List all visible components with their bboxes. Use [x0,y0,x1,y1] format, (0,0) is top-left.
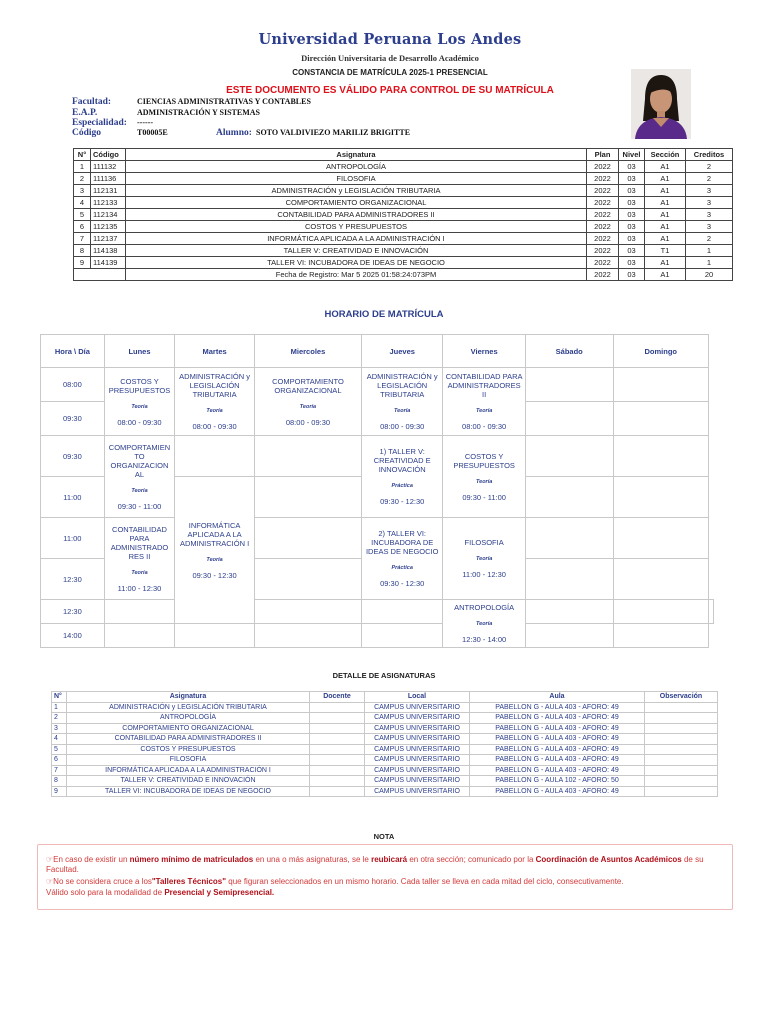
eap-label: E.A.P. [72,108,98,118]
courses-header-row [74,149,733,161]
note-title: NOTA [373,832,395,841]
course-credits: 1 [686,257,733,269]
course-credits: 2 [686,233,733,245]
empty-cell [525,402,613,436]
class-type: Práctica [391,565,413,571]
col-subject: Asignatura [126,149,587,161]
empty-cell [525,624,613,648]
empty-cell [525,436,613,477]
course-section: T1 [645,245,686,257]
summary-section: A1 [645,269,686,281]
class-name: 1) TALLER V: CREATIVIDAD E INNOVACIÓN [373,447,431,474]
row-number: 5 [74,209,91,221]
empty-cell [613,368,708,402]
facultad-value: CIENCIAS ADMINISTRATIVAS Y CONTABLES [137,97,311,106]
class-type: Teoría [475,556,493,562]
note-emphasis: Coordinación de Asuntos Académicos [535,855,682,864]
direction-name: Dirección Universitaria de Desarrollo Académico [301,53,479,63]
class-time: 09:30 - 11:00 [117,501,162,511]
empty-cell [613,477,708,518]
location-name: CAMPUS UNIVERSITARIO [365,723,470,734]
course-code: 112134 [91,209,126,221]
observation [645,744,718,755]
col-observation: Observación [645,692,718,703]
course-credits: 3 [686,197,733,209]
course-row [74,173,733,185]
class-name: COSTOS Y PRESUPUESTOS [108,376,171,395]
class-type: Teoría [475,621,493,627]
class-name: COMPORTAMIENTO ORGANIZACIONAL [272,376,344,395]
detail-row [52,744,718,755]
subject-name: TALLER V: CREATIVIDAD E INNOVACIÓN [67,776,310,787]
row-number: 8 [74,245,91,257]
course-credits: 3 [686,185,733,197]
col-sunday: Domingo [613,335,708,368]
empty-cell [525,368,613,402]
class-name: CONTABILIDAD PARA ADMINISTRADO RES II [110,524,169,561]
class-type: Teoría [299,403,317,410]
courses-summary-row [74,269,733,281]
row-number: 9 [74,257,91,269]
course-level: 03 [619,185,645,197]
class-name: 2) TALLER VI: INCUBADORA DE IDEAS DE NEGOCIO [365,529,439,556]
alumno-value: SOTO VALDIVIEZO MARILIZ BRIGITTE [256,128,411,137]
summary-empty [91,269,126,281]
class-type: Teoría [131,487,148,494]
note-line-3 [46,888,726,898]
course-section: A1 [645,161,686,173]
location-name: CAMPUS UNIVERSITARIO [365,744,470,755]
col-monday: Lunes [104,335,174,368]
class-block-friday-3 [443,518,525,600]
note-line-2 [46,877,726,887]
course-level: 03 [619,209,645,221]
course-code: 112133 [91,197,126,209]
teacher-name [310,776,365,787]
teacher-name [310,734,365,745]
course-name: INFORMÁTICA APLICADA A LA ADMINISTRACIÓN I [126,233,587,245]
col-friday: Viernes [443,335,525,368]
pointing-hand-icon: ☞ [46,877,54,886]
course-code: 112135 [91,221,126,233]
class-name: COSTOS Y PRESUPUESTOS [453,451,515,470]
course-name: CONTABILIDAD PARA ADMINISTRADORES II [126,209,587,221]
empty-cell [254,436,361,477]
empty-cell [525,559,613,600]
teacher-name [310,713,365,724]
class-block-tuesday-1 [175,368,255,436]
course-credits: 2 [686,173,733,185]
classroom-name: PABELLON G - AULA 403 - AFORO: 49 [470,723,645,734]
col-number: N° [74,149,91,161]
class-name: FILOSOFIA [464,538,504,547]
pointing-hand-icon: ☞ [46,855,54,864]
subject-name: ANTROPOLOGÍA [67,713,310,724]
observation [645,765,718,776]
location-name: CAMPUS UNIVERSITARIO [365,734,470,745]
classroom-name: PABELLON G - AULA 403 - AFORO: 49 [470,744,645,755]
note-emphasis: reubicará [371,855,408,864]
empty-cell [254,518,361,559]
location-name: CAMPUS UNIVERSITARIO [365,755,470,766]
course-section: A1 [645,257,686,269]
constancia-title: CONSTANCIA DE MATRÍCULA 2025-1 PRESENCIAL [292,68,488,77]
course-level: 03 [619,161,645,173]
empty-cell [104,624,174,648]
classroom-name: PABELLON G - AULA 403 - AFORO: 49 [470,786,645,797]
note-box [37,844,733,910]
detail-row [52,734,718,745]
class-block-friday-2 [443,436,525,518]
row-number: 3 [52,723,67,734]
class-time: 09:30 - 12:30 [380,497,425,506]
class-name: COMPORTAMIEN TO ORGANIZACION AL [108,442,171,479]
course-level: 03 [619,221,645,233]
observation [645,786,718,797]
course-row [74,209,733,221]
class-time: 09:30 - 11:00 [462,492,506,502]
course-section: A1 [645,173,686,185]
detail-row [52,713,718,724]
course-plan: 2022 [587,185,619,197]
course-code: 111136 [91,173,126,185]
col-saturday: Sábado [525,335,613,368]
location-name: CAMPUS UNIVERSITARIO [365,765,470,776]
col-location: Local [365,692,470,703]
course-level: 03 [619,173,645,185]
summary-level: 03 [619,269,645,281]
col-thursday: Jueves [361,335,442,368]
course-name: TALLER VI: INCUBADORA DE IDEAS DE NEGOCIO [126,257,587,269]
subject-name: COSTOS Y PRESUPUESTOS [67,744,310,755]
eap-value: ADMINISTRACIÓN Y SISTEMAS [137,108,260,117]
note-text: No se considera cruce a los [53,877,152,886]
class-time: 11:00 - 12:30 [117,583,162,593]
empty-cell [104,600,174,624]
course-code: 114139 [91,257,126,269]
class-type: Teoría [475,408,493,414]
class-block-monday-2 [104,436,174,518]
subject-name: INFORMÁTICA APLICADA A LA ADMINISTRACIÓN I [67,765,310,776]
course-level: 03 [619,233,645,245]
detail-row [52,786,718,797]
hour-cell: 11:00 [41,477,105,518]
col-hour-day: Hora \ Día [41,335,105,368]
note-line-1 [46,855,726,875]
empty-cell [361,600,442,624]
course-plan: 2022 [587,233,619,245]
observation [645,702,718,713]
row-number: 7 [74,233,91,245]
course-name: TALLER V: CREATIVIDAD E INNOVACIÓN [126,245,587,257]
empty-cell [613,436,708,477]
note-text: Válido solo para la modalidad de [46,888,165,897]
course-name: COSTOS Y PRESUPUESTOS [126,221,587,233]
class-name: ANTROPOLOGÍA [454,603,515,612]
col-teacher: Docente [310,692,365,703]
row-number: 1 [52,702,67,713]
observation [645,755,718,766]
empty-cell [525,477,613,518]
courses-table [73,148,733,281]
location-name: CAMPUS UNIVERSITARIO [365,786,470,797]
course-row [74,185,733,197]
empty-cell [175,624,255,648]
validity-notice: ESTE DOCUMENTO ES VÁLIDO PARA CONTROL DE SU MATRÍCULA [226,85,554,96]
course-credits: 1 [686,245,733,257]
classroom-name: PABELLON G - AULA 403 - AFORO: 49 [470,713,645,724]
col-code: Código [91,149,126,161]
detail-row [52,776,718,787]
class-time: 08:00 - 09:30 [380,422,425,431]
col-subject: Asignatura [67,692,310,703]
course-section: A1 [645,209,686,221]
course-level: 03 [619,197,645,209]
class-type: Teoría [131,403,148,410]
class-name: CONTABILIDAD PARA ADMINISTRADORES II [445,372,523,399]
note-text: que figuran seleccionados en un mismo horario. Cada taller se lleva en cada mitad del ciclo, consecutivamente. [226,877,624,886]
classroom-name: PABELLON G - AULA 403 - AFORO: 49 [470,702,645,713]
class-time: 08:00 - 09:30 [117,417,162,427]
col-number: N° [52,692,67,703]
class-type: Práctica [391,483,413,489]
detail-title: DETALLE DE ASIGNATURAS [332,671,436,680]
col-classroom: Aula [470,692,645,703]
row-number: 3 [74,185,91,197]
course-code: 114138 [91,245,126,257]
course-name: COMPORTAMIENTO ORGANIZACIONAL [126,197,587,209]
class-time: 08:00 - 09:30 [285,417,331,427]
course-section: A1 [645,185,686,197]
class-block-monday-3 [104,518,174,600]
university-name: Universidad Peruana Los Andes [258,31,522,48]
detail-row [52,765,718,776]
course-plan: 2022 [587,161,619,173]
teacher-name [310,702,365,713]
col-section: Sección [645,149,686,161]
course-plan: 2022 [587,197,619,209]
teacher-name [310,744,365,755]
class-time: 08:00 - 09:30 [192,422,237,431]
teacher-name [310,765,365,776]
row-number: 2 [74,173,91,185]
total-credits: 20 [686,269,733,281]
empty-cell [613,559,708,600]
class-name: ADMINISTRACIÓN y LEGISLACIÓN TRIBUTARIA [366,372,438,399]
course-section: A1 [645,233,686,245]
course-level: 03 [619,245,645,257]
col-level: Nivel [619,149,645,161]
note-text: en una o más asignaturas, se le [253,855,372,864]
course-code: 111132 [91,161,126,173]
empty-cell [709,600,714,624]
note-emphasis: "Talleres Técnicos" [151,877,227,886]
empty-cell [254,559,361,600]
teacher-name [310,723,365,734]
hour-cell: 08:00 [41,368,105,402]
col-wednesday: Miercoles [254,335,361,368]
hour-cell: 12:30 [41,559,105,600]
empty-cell [254,600,361,624]
teacher-name [310,786,365,797]
class-time: 09:30 - 12:30 [380,579,425,588]
alumno-label: Alumno: [216,128,252,138]
course-plan: 2022 [587,209,619,221]
course-row [74,221,733,233]
course-row [74,233,733,245]
codigo-label: Código [72,128,102,138]
empty-cell [254,477,361,518]
class-block-friday-1 [443,368,525,436]
detail-row [52,755,718,766]
class-block-thursday-1 [361,368,442,436]
student-photo [631,69,691,139]
note-text: En caso de existir un [53,855,130,864]
observation [645,776,718,787]
row-number: 1 [74,161,91,173]
course-credits: 3 [686,221,733,233]
class-block-thursday-4 [443,600,525,648]
class-block-thursday-2 [361,436,442,518]
course-name: ADMINISTRACIÓN y LEGISLACIÓN TRIBUTARIA [126,185,587,197]
observation [645,734,718,745]
detail-table [51,691,718,797]
course-credits: 3 [686,209,733,221]
row-number: 4 [52,734,67,745]
hour-cell: 14:00 [41,624,105,648]
location-name: CAMPUS UNIVERSITARIO [365,702,470,713]
course-plan: 2022 [587,257,619,269]
summary-empty [74,269,91,281]
course-section: A1 [645,197,686,209]
subject-name: FILOSOFIA [67,755,310,766]
note-text: de su Facultad. [46,855,704,874]
class-type: Teoría [206,556,223,563]
classroom-name: PABELLON G - AULA 403 - AFORO: 49 [470,734,645,745]
hour-cell: 09:30 [41,402,105,436]
row-number: 7 [52,765,67,776]
course-level: 03 [619,257,645,269]
empty-cell [613,402,708,436]
course-section: A1 [645,221,686,233]
row-number: 8 [52,776,67,787]
note-text: en otra sección; comunicado por la [407,855,536,864]
empty-cell [175,436,255,477]
subject-name: ADMINISTRACIÓN y LEGISLACIÓN TRIBUTARIA [67,702,310,713]
empty-cell [525,518,613,559]
row-number: 6 [52,755,67,766]
detail-header-row [52,692,718,703]
class-block-monday-1 [104,368,174,436]
col-tuesday: Martes [175,335,255,368]
row-number: 4 [74,197,91,209]
subject-name: COMPORTAMIENTO ORGANIZACIONAL [67,723,310,734]
class-time: 12:30 - 14:00 [462,635,507,644]
schedule-table [40,334,714,648]
class-name: INFORMÁTICA APLICADA A LA ADMINISTRACIÓN I [179,520,250,548]
course-row [74,197,733,209]
row-number: 5 [52,744,67,755]
course-name: ANTROPOLOGÍA [126,161,587,173]
classroom-name: PABELLON G - AULA 403 - AFORO: 49 [470,765,645,776]
course-plan: 2022 [587,221,619,233]
detail-row [52,723,718,734]
class-type: Teoría [206,408,223,414]
course-row [74,257,733,269]
class-type: Teoría [394,408,411,414]
class-block-wednesday-1 [254,368,361,436]
empty-cell [525,600,613,624]
location-name: CAMPUS UNIVERSITARIO [365,713,470,724]
col-credits: Creditos [686,149,733,161]
course-plan: 2022 [587,245,619,257]
course-name: FILOSOFIA [126,173,587,185]
empty-cell [613,600,708,624]
class-type: Teoría [475,478,493,485]
course-row [74,245,733,257]
hour-cell: 12:30 [41,600,105,624]
class-time: 09:30 - 12:30 [192,570,237,580]
observation [645,713,718,724]
especialidad-value: ------ [137,118,153,127]
row-number: 6 [74,221,91,233]
course-credits: 2 [686,161,733,173]
col-plan: Plan [587,149,619,161]
summary-plan: 2022 [587,269,619,281]
note-emphasis: Presencial y Semipresencial. [164,888,275,897]
observation [645,723,718,734]
class-block-thursday-3 [361,518,442,600]
empty-cell [613,518,708,559]
especialidad-label: Especialidad: [72,118,127,128]
subject-name: TALLER VI: INCUBADORA DE IDEAS DE NEGOCIO [67,786,310,797]
detail-row [52,702,718,713]
class-name: ADMINISTRACIÓN y LEGISLACIÓN TRIBUTARIA [179,372,250,399]
empty-cell [361,624,442,648]
teacher-name [310,755,365,766]
hour-cell: 11:00 [41,518,105,559]
row-number: 9 [52,786,67,797]
empty-cell [254,624,361,648]
course-row [74,161,733,173]
row-number: 2 [52,713,67,724]
subject-name: CONTABILIDAD PARA ADMINISTRADORES II [67,734,310,745]
location-name: CAMPUS UNIVERSITARIO [365,776,470,787]
course-code: 112137 [91,233,126,245]
note-emphasis: número mínimo de matriculados [129,855,254,864]
course-plan: 2022 [587,173,619,185]
class-type: Teoría [131,569,148,576]
class-time: 11:00 - 12:30 [462,570,506,579]
class-time: 08:00 - 09:30 [462,422,507,431]
class-block-tuesday-2 [175,477,255,624]
codigo-value: T00005E [137,128,168,137]
facultad-label: Facultad: [72,97,112,107]
course-code: 112131 [91,185,126,197]
classroom-name: PABELLON G - AULA 102 - AFORO: 50 [470,776,645,787]
schedule-title: HORARIO DE MATRÍCULA [324,309,444,320]
hour-cell: 09:30 [41,436,105,477]
registration-date: Fecha de Registro: Mar 5 2025 01:58:24:073PM [126,269,587,281]
empty-cell [613,624,708,648]
classroom-name: PABELLON G - AULA 403 - AFORO: 49 [470,755,645,766]
